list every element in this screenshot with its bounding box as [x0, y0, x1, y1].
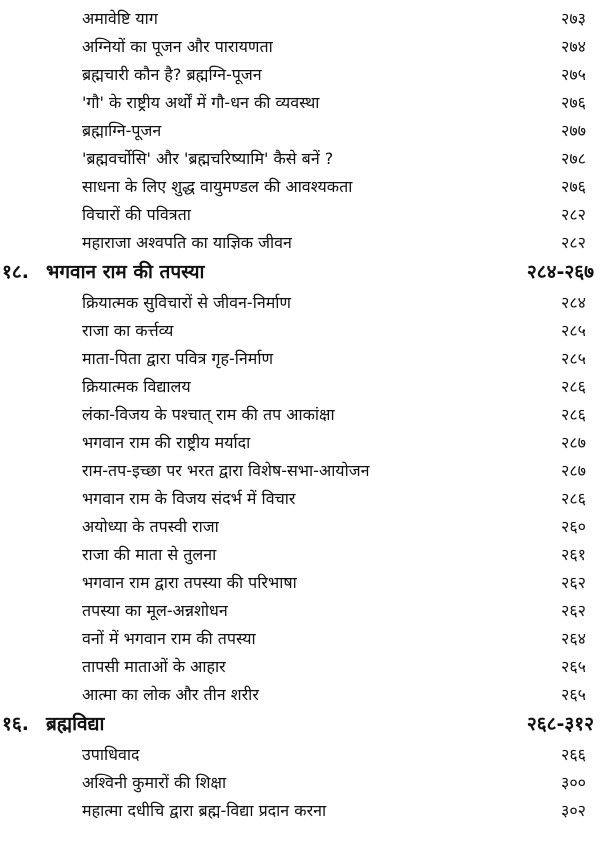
entry-title: विचारों की पवित्रता — [82, 205, 191, 224]
entry-title: 'ब्रह्मवर्चोसि' और 'ब्रह्मचरिष्यामि' कैसे बनें ? — [82, 149, 334, 168]
entry-title: अयोध्या के तपस्वी राजा — [82, 517, 219, 536]
chapter-number: १६. — [2, 713, 29, 735]
entry-title: ब्रह्मचारी कौन है? ब्रह्मग्नि-पूजन — [82, 65, 262, 84]
entry-title: उपाधिवाद — [82, 745, 140, 764]
entry-page: २८७ — [561, 433, 586, 452]
toc-entry — [0, 344, 600, 372]
entry-page: २८४ — [561, 293, 586, 312]
toc-entry — [0, 652, 600, 680]
entry-title: क्रियात्मक सुविचारों से जीवन-निर्माण — [82, 293, 291, 312]
toc-entry — [0, 596, 600, 624]
entry-page: २६२ — [561, 573, 586, 592]
chapter-title-group — [2, 258, 204, 284]
toc-entry — [0, 144, 600, 172]
entry-title: तापसी माताओं के आहार — [82, 657, 226, 676]
entry-title: राजा की माता से तुलना — [82, 545, 217, 564]
entry-title: ब्रह्माग्नि-पूजन — [82, 121, 162, 140]
toc-entry — [0, 624, 600, 652]
toc-entry — [0, 288, 600, 316]
toc-entry — [0, 228, 600, 256]
entry-title: राजा का कर्त्तव्य — [82, 321, 174, 340]
toc-entry — [0, 32, 600, 60]
entry-page: २८२ — [561, 205, 586, 224]
toc-entry — [0, 428, 600, 456]
entry-page: २७५ — [561, 65, 586, 84]
entry-title: अग्नियों का पूजन और पारायणता — [82, 37, 273, 56]
entry-page: ३०२ — [561, 801, 586, 820]
entry-title: भगवान राम द्वारा तपस्या की परिभाषा — [82, 573, 297, 592]
entry-page: २७६ — [561, 177, 586, 196]
entry-page: २६५ — [561, 657, 586, 676]
chapter-title: ब्रह्मविद्या — [46, 713, 105, 735]
toc-entry — [0, 540, 600, 568]
entry-title: महाराजा अश्वपति का याज्ञिक जीवन — [82, 233, 292, 252]
entry-title: 'गौ' के राष्ट्रीय अर्थों में गौ-धन की व्यवस्था — [82, 93, 320, 112]
chapter-number: १८. — [2, 261, 29, 283]
entry-title: साधना के लिए शुद्ध वायुमण्डल की आवश्यकता — [82, 177, 353, 196]
entry-page: २७६ — [561, 93, 586, 112]
chapter-heading — [0, 256, 600, 286]
chapter-page-range: २८४-२६७ — [526, 261, 594, 283]
entry-title: महात्मा दधीचि द्वारा ब्रह्म-विद्या प्रदान करना — [82, 801, 327, 820]
entry-title: अश्विनी कुमारों की शिक्षा — [82, 773, 227, 792]
entry-title: क्रियात्मक विद्यालय — [82, 377, 191, 396]
toc-entry — [0, 116, 600, 144]
toc-entry — [0, 172, 600, 200]
entry-page: २७७ — [561, 121, 586, 140]
entry-page: २७८ — [561, 149, 586, 168]
chapter-title-group — [2, 710, 104, 736]
toc-entry — [0, 740, 600, 768]
entry-page: २८६ — [561, 405, 586, 424]
entry-page: ३०० — [561, 773, 586, 792]
toc-entry — [0, 60, 600, 88]
toc-entry — [0, 400, 600, 428]
entry-page: २७३ — [561, 9, 586, 28]
toc-entry — [0, 372, 600, 400]
toc-entry — [0, 484, 600, 512]
entry-page: २६० — [561, 517, 586, 536]
entry-page: २६२ — [561, 601, 586, 620]
entry-page: २८५ — [561, 321, 586, 340]
entry-title: अमावेष्टि याग — [82, 9, 158, 28]
toc-entry — [0, 568, 600, 596]
entry-page: २८६ — [561, 377, 586, 396]
toc-entry — [0, 456, 600, 484]
entry-page: २६६ — [561, 745, 586, 764]
entry-title: माता-पिता द्वारा पवित्र गृह-निर्माण — [82, 349, 274, 368]
chapter-heading — [0, 708, 600, 738]
toc-entry — [0, 768, 600, 796]
entry-page: २६१ — [561, 545, 586, 564]
entry-title: भगवान राम की राष्ट्रीय मर्यादा — [82, 433, 251, 452]
chapter-title: भगवान राम की तपस्या — [46, 261, 205, 283]
entry-page: २८२ — [561, 233, 586, 252]
chapter-page-range: २६८-३१२ — [526, 713, 594, 735]
toc-entry — [0, 796, 600, 824]
entry-title: लंका-विजय के पश्चात् राम की तप आकांक्षा — [82, 405, 335, 424]
toc-entry — [0, 680, 600, 708]
toc-entry — [0, 200, 600, 228]
entry-title: तपस्या का मूल-अन्नशोधन — [82, 601, 228, 620]
entry-page: २८७ — [561, 461, 586, 480]
entry-title: भगवान राम के विजय संदर्भ में विचार — [82, 489, 296, 508]
toc-entry — [0, 88, 600, 116]
entry-title: राम-तप-इच्छा पर भरत द्वारा विशेष-सभा-आयोजन — [82, 461, 370, 480]
entry-title: वनों में भगवान राम की तपस्या — [82, 629, 256, 648]
entry-title: आत्मा का लोक और तीन शरीर — [82, 685, 259, 704]
entry-page: २८६ — [561, 489, 586, 508]
toc-entry — [0, 4, 600, 32]
entry-page: २६५ — [561, 685, 586, 704]
entry-page: २७४ — [561, 37, 586, 56]
entry-page: २८५ — [561, 349, 586, 368]
entry-page: २६४ — [561, 629, 586, 648]
toc-entry — [0, 316, 600, 344]
toc-entry — [0, 512, 600, 540]
